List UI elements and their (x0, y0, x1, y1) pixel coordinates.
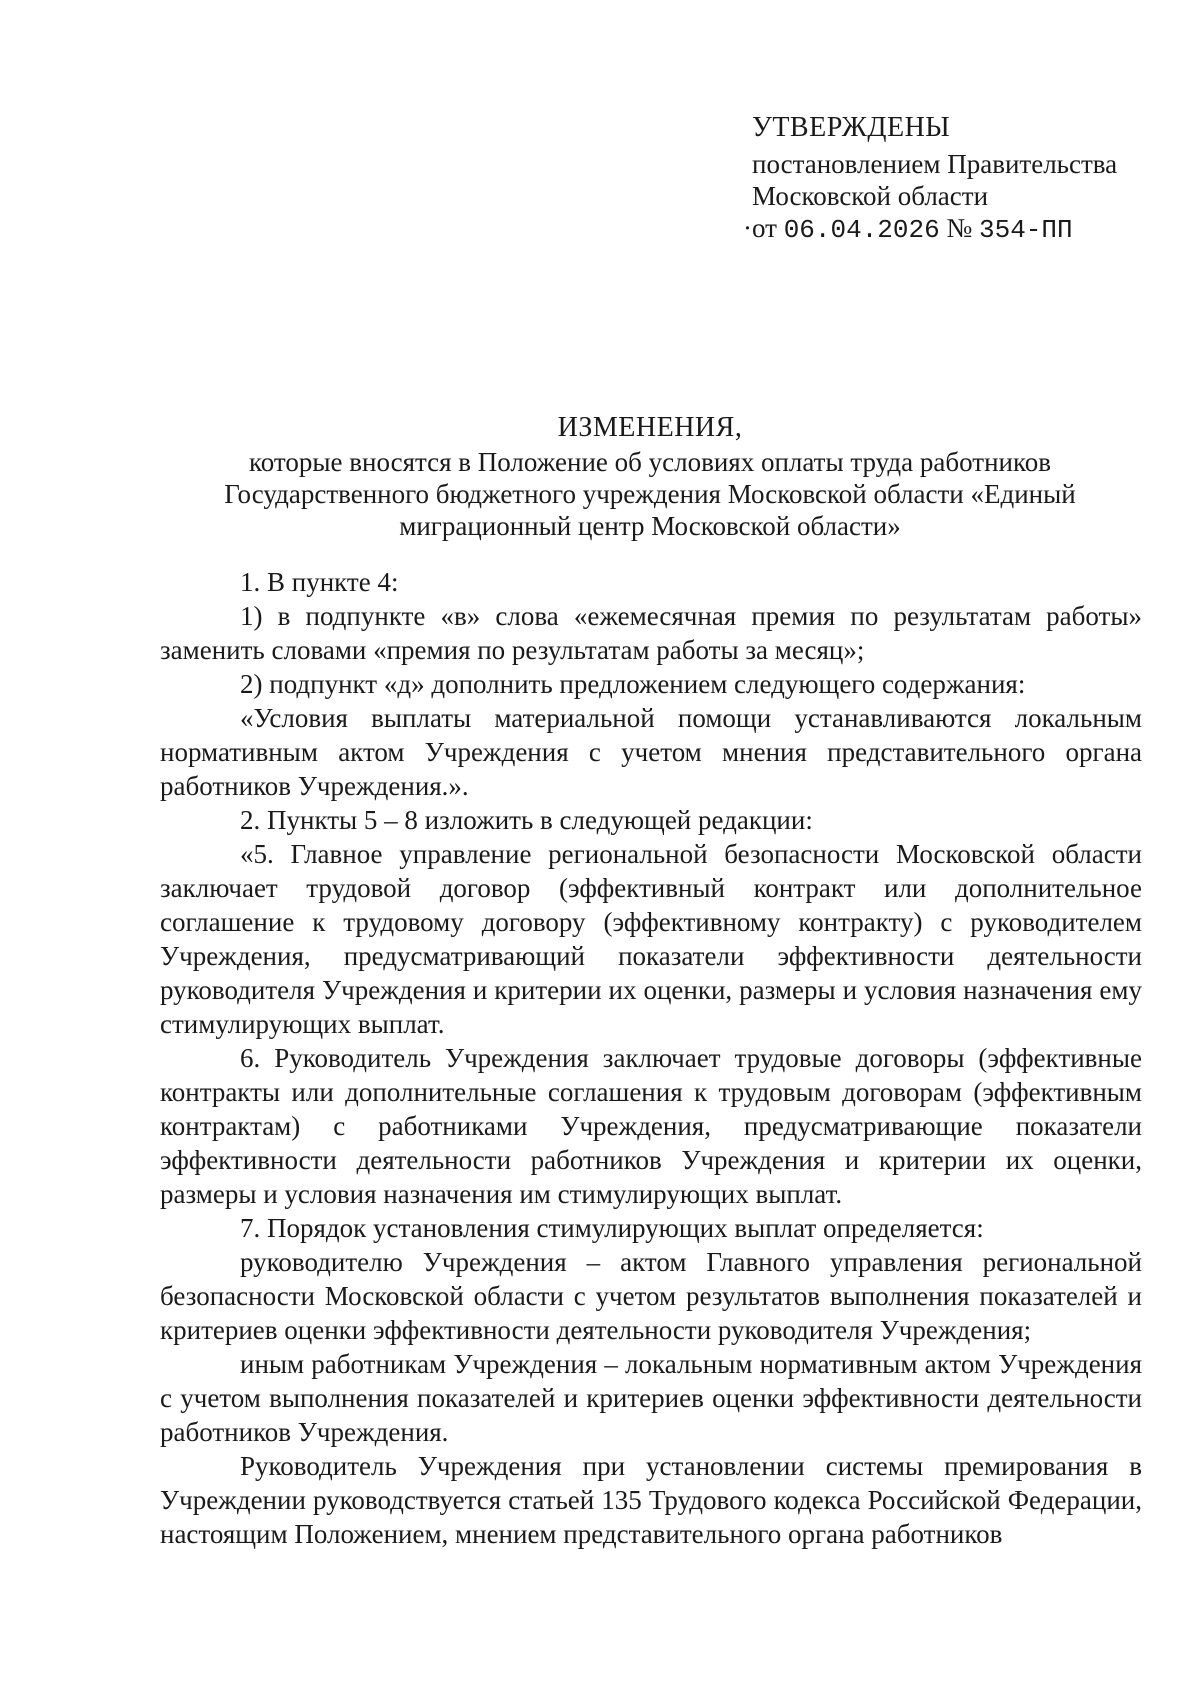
paragraph: «5. Главное управление региональной безопасности Московской области заключает трудовой договор (эффективный контракт или дополнительное соглашение к трудовому договору (эффективному контракту) с руководителем Учреждения, предусматривающий показатели эффективности деятельности руководителя Учреждения и критерии их оценки, размеры и условия назначения ему стимулирующих выплат. (160, 839, 1142, 1039)
document-title: ИЗМЕНЕНИЯ, (557, 412, 743, 443)
approval-line-resolution: постановлением Правительства (752, 149, 1118, 179)
approval-date-prefix: ·от (743, 213, 777, 243)
document-title-block (160, 412, 1140, 542)
document-subtitle-line: миграционный центр Московской области» (399, 511, 901, 541)
paragraph: «Условия выплаты материальной помощи устанавливаются локальным нормативным актом Учреждения с учетом мнения представительного органа работников Учреждения.». (160, 703, 1142, 801)
paragraph: 2. Пункты 5 – 8 изложить в следующей редакции: (240, 805, 813, 835)
paragraph: 1. В пункте 4: (240, 567, 399, 597)
paragraph: руководителю Учреждения – актом Главного управления региональной безопасности Московской области с учетом результатов выполнения показателей и критериев оценки эффективности деятельности руководителя Учреждения; (160, 1247, 1142, 1345)
paragraph: 7. Порядок установления стимулирующих выплат определяется: (240, 1213, 984, 1243)
approval-number-sign: № (946, 213, 973, 243)
document-body (160, 565, 1142, 1551)
paragraph: 6. Руководитель Учреждения заключает трудовые договоры (эффективные контракты или дополнительные соглашения к трудовым договорам (эффективным контрактам) с работниками Учреждения, предусматривающие показатели эффективности деятельности работников Учреждения и критерии их оценки, размеры и условия назначения им стимулирующих выплат. (160, 1043, 1142, 1209)
paragraph: иным работникам Учреждения – локальным нормативным актом Учреждения с учетом выполнения показателей и критериев оценки эффективности деятельности работников Учреждения. (160, 1349, 1142, 1447)
document-subtitle-line: Государственного бюджетного учреждения Московской области «Единый (224, 479, 1076, 509)
approval-date-line (743, 212, 1172, 246)
approval-line-region: Московской области (752, 181, 989, 211)
paragraph: 2) подпункт «д» дополнить предложением следующего содержания: (240, 669, 1026, 699)
document-subtitle-line: которые вносятся в Положение об условиях оплаты труда работников (249, 447, 1051, 477)
approval-heading: УТВЕРЖДЕНЫ (752, 112, 951, 143)
paragraph: Руководитель Учреждения при установлении системы премирования в Учреждении руководствуется статьей 135 Трудового кодекса Российской Федерации, настоящим Положением, мнением представительного органа работников (160, 1451, 1142, 1549)
approval-date: 06.04.2026 (783, 215, 940, 245)
approval-number: 354-ПП (978, 215, 1073, 245)
paragraph: 1) в подпункте «в» слова «ежемесячная премия по результатам работы» заменить словами «премия по результатам работы за месяц»; (160, 601, 1142, 665)
approval-stamp-block (743, 112, 1172, 246)
